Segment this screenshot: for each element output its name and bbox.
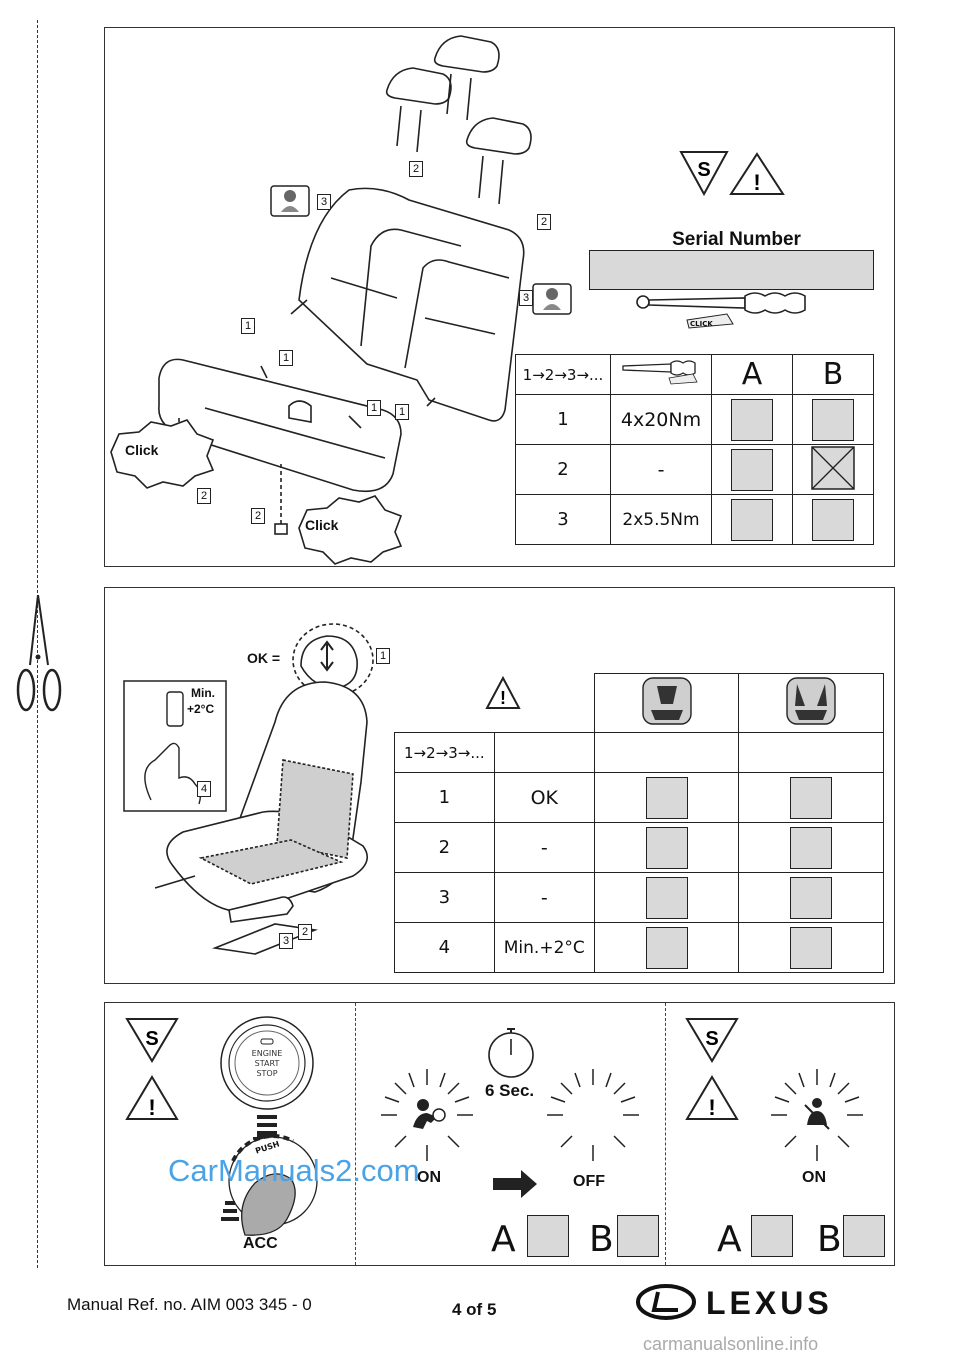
off-label: OFF bbox=[573, 1173, 605, 1190]
arrow-right-icon bbox=[493, 1169, 539, 1199]
callout-1: 1 bbox=[279, 350, 293, 366]
table-row: 2 - bbox=[516, 445, 874, 495]
watermark-carmanuals: CarManuals2.com bbox=[168, 1153, 420, 1188]
col-b-label: B bbox=[589, 1219, 614, 1260]
callout-3: 3 bbox=[317, 194, 331, 210]
table-row: 2 - bbox=[395, 823, 884, 873]
click-label-left: Click bbox=[125, 442, 159, 458]
front-seat-panel bbox=[104, 587, 895, 984]
watermark-site: carmanualsonline.info bbox=[643, 1334, 819, 1354]
checkbox-a[interactable] bbox=[527, 1215, 569, 1257]
front-seat-illustration bbox=[125, 608, 405, 968]
checkbox-a[interactable] bbox=[731, 449, 773, 491]
checkbox-b[interactable] bbox=[843, 1215, 885, 1257]
seat-ventilation-icon bbox=[781, 674, 841, 728]
callout-2: 2 bbox=[298, 924, 312, 940]
svg-text:S: S bbox=[697, 159, 711, 181]
checkbox-ventilation[interactable] bbox=[790, 777, 832, 819]
svg-text:LEXUS: LEXUS bbox=[706, 1285, 833, 1320]
acc-label: ACC bbox=[243, 1235, 278, 1252]
torque-wrench-icon bbox=[621, 360, 701, 386]
wrench-click-label: CLICK bbox=[690, 320, 713, 328]
push-label: PUSH bbox=[254, 1139, 281, 1156]
callout-2: 2 bbox=[537, 214, 551, 230]
table-row: 1 4x20Nm bbox=[516, 395, 874, 445]
service-warning-icons bbox=[683, 1015, 743, 1125]
col-a-header: A bbox=[712, 355, 793, 395]
callout-1: 1 bbox=[395, 404, 409, 420]
airbag-check-panel bbox=[104, 1002, 895, 1266]
checkbox-heater[interactable] bbox=[646, 827, 688, 869]
divider bbox=[665, 1003, 666, 1265]
checkbox-ventilation[interactable] bbox=[790, 927, 832, 969]
sequence-header: 1→2→3→... bbox=[516, 355, 611, 395]
timer-label: 6 Sec. bbox=[485, 1081, 535, 1100]
serial-number-field[interactable] bbox=[589, 250, 874, 290]
wrench-header bbox=[611, 355, 712, 395]
checkbox-heater[interactable] bbox=[646, 877, 688, 919]
col-a-label: A bbox=[491, 1219, 516, 1260]
click-label-right: Click bbox=[305, 517, 339, 533]
rear-seat-panel bbox=[104, 27, 895, 567]
seat-ventilation-header bbox=[739, 674, 884, 733]
checkbox-b[interactable] bbox=[617, 1215, 659, 1257]
checkbox-a[interactable] bbox=[731, 399, 773, 441]
check-table bbox=[394, 673, 884, 973]
engine-button-text: ENGINE START STOP bbox=[251, 1049, 283, 1078]
min-label: Min. bbox=[191, 686, 215, 700]
timer-icon bbox=[485, 1025, 537, 1081]
ok-label: OK = bbox=[247, 650, 281, 666]
seat-heater-header bbox=[594, 674, 739, 733]
checkbox-heater[interactable] bbox=[646, 927, 688, 969]
callout-2: 2 bbox=[409, 161, 423, 177]
checkbox-heater[interactable] bbox=[646, 777, 688, 819]
callout-2: 2 bbox=[197, 488, 211, 504]
col-a-label: A bbox=[717, 1219, 742, 1260]
svg-text:!: ! bbox=[753, 170, 761, 195]
on-label-right: ON bbox=[802, 1169, 826, 1186]
checkbox-a[interactable] bbox=[751, 1215, 793, 1257]
airbag-warning-light-off-icon bbox=[543, 1065, 643, 1165]
callout-3: 3 bbox=[279, 933, 293, 949]
temp-label: +2°C bbox=[187, 702, 215, 716]
lexus-logo bbox=[636, 1284, 892, 1320]
table-row: 1 OK bbox=[395, 773, 884, 823]
col-b-header: B bbox=[793, 355, 874, 395]
callout-4: 4 bbox=[197, 781, 211, 797]
crossed-out-box-icon bbox=[811, 446, 855, 490]
table-row: 3 2x5.5Nm bbox=[516, 495, 874, 545]
callout-2: 2 bbox=[251, 508, 265, 524]
callout-1: 1 bbox=[241, 318, 255, 334]
checkbox-ventilation[interactable] bbox=[790, 827, 832, 869]
col-b-label: B bbox=[817, 1219, 842, 1260]
divider bbox=[355, 1003, 356, 1265]
svg-text:S: S bbox=[705, 1028, 719, 1050]
checkbox-ventilation[interactable] bbox=[790, 877, 832, 919]
serial-number-title: Serial Number bbox=[672, 229, 801, 250]
svg-text:!: ! bbox=[708, 1095, 716, 1120]
service-warning-icons bbox=[679, 150, 789, 198]
checkbox-b[interactable] bbox=[812, 499, 854, 541]
rear-seat-illustration bbox=[105, 28, 585, 566]
page-number: 4 of 5 bbox=[452, 1300, 497, 1319]
torque-table bbox=[515, 354, 874, 545]
checkbox-a[interactable] bbox=[731, 499, 773, 541]
table-row: 3 - bbox=[395, 873, 884, 923]
callout-1: 1 bbox=[367, 400, 381, 416]
torque-wrench-icon bbox=[635, 290, 825, 334]
seat-heater-icon bbox=[637, 674, 697, 728]
callout-3: 3 bbox=[519, 290, 533, 306]
checkbox-b[interactable] bbox=[812, 399, 854, 441]
airbag-warning-light-on-icon bbox=[377, 1065, 477, 1165]
scissors-icon bbox=[10, 595, 66, 715]
manual-reference: Manual Ref. no. AIM 003 345 - 0 bbox=[67, 1295, 312, 1314]
service-warning-icons bbox=[123, 1015, 183, 1125]
svg-text:!: ! bbox=[148, 1095, 156, 1120]
sequence-header: 1→2→3→... bbox=[395, 733, 495, 773]
svg-text:!: ! bbox=[500, 688, 506, 708]
svg-text:S: S bbox=[145, 1028, 159, 1050]
callout-1: 1 bbox=[376, 648, 390, 664]
table-row: 4 Min.+2°C bbox=[395, 923, 884, 973]
on-label: ON bbox=[417, 1169, 441, 1186]
passenger-airbag-off-light-icon bbox=[767, 1065, 867, 1165]
